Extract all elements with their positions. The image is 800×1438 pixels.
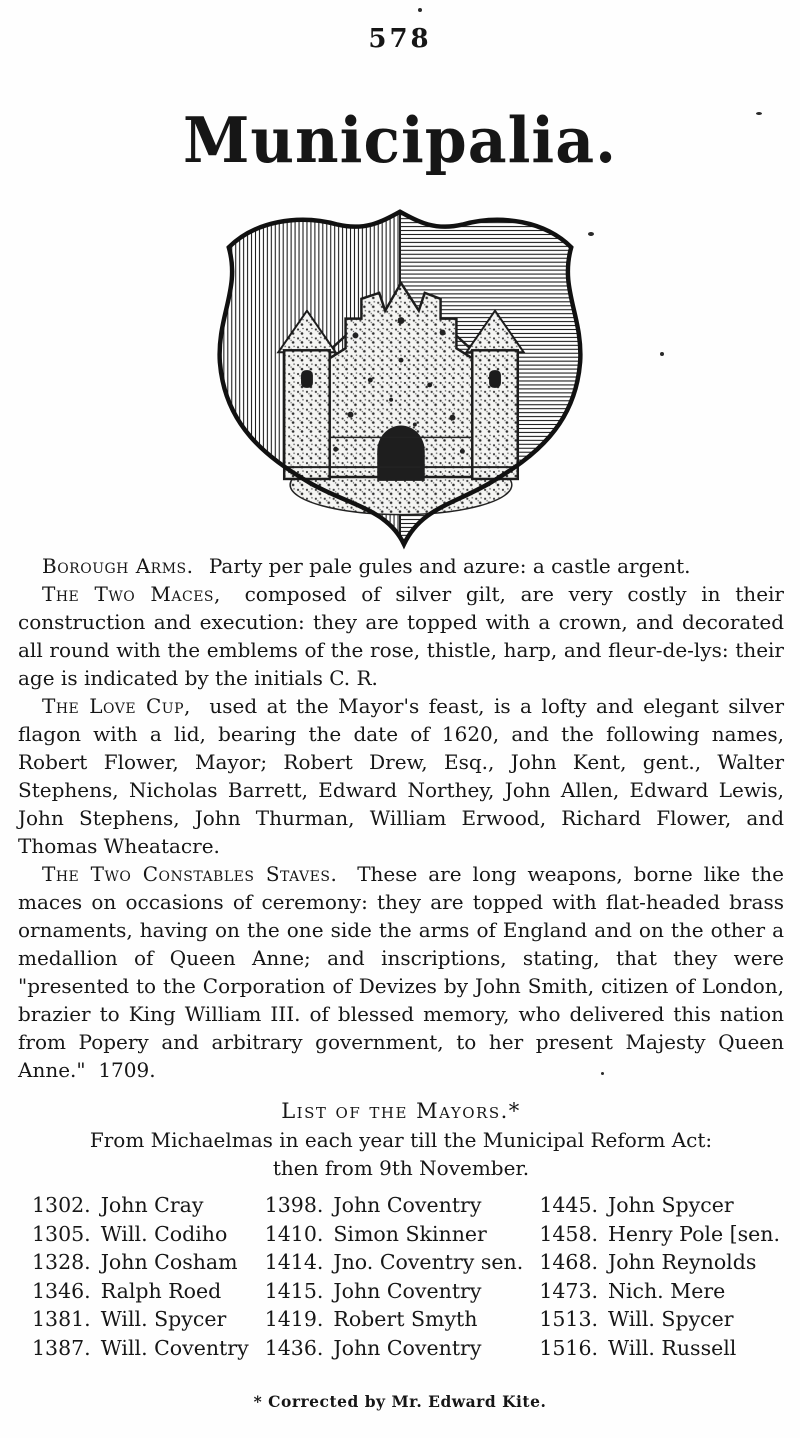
mayors-table <box>18 1191 784 1362</box>
mayor-name: Ralph Roed <box>100 1278 222 1303</box>
mayor-year: 1305. <box>32 1221 91 1246</box>
mayor-name: Jno. Coventry sen. <box>333 1250 524 1274</box>
mayor-row <box>32 1191 249 1220</box>
paragraph-constables-staves <box>18 860 784 1084</box>
paragraph-lead: The Two Constables Staves. <box>42 862 338 886</box>
mayor-name: Simon Skinner <box>333 1221 487 1246</box>
mayor-year: 1302. <box>32 1193 91 1217</box>
mayor-row <box>539 1191 780 1220</box>
mayor-name: Will. Coventry <box>100 1335 249 1360</box>
scan-speck <box>418 8 422 12</box>
mayor-row <box>265 1334 524 1363</box>
mayor-name: Will. Spycer <box>608 1307 734 1331</box>
mayor-row <box>539 1277 780 1306</box>
paragraph-text: used at the Mayor's feast, is a lofty and elegant silver flagon with a lid, bearing the date of 1620, and the following names, Robert Flower, Mayor; Robert Drew, Esq., John Kent, gent., Walter Stephens, Nicholas Barrett, Edward Northey, John Allen, Edward Lewis, John Stephens, John Thurman, William Erwood, Richard Flower, and Thomas Wheatacre. <box>18 694 784 858</box>
borough-arms-illustration <box>207 200 593 556</box>
mayors-list-heading: List of the Mayors.* <box>281 1099 521 1123</box>
mayor-year: 1513. <box>539 1307 598 1331</box>
scan-speck <box>660 352 664 356</box>
mayor-name: John Coventry <box>333 1193 482 1217</box>
mayor-year: 1445. <box>539 1193 598 1217</box>
mayor-year: 1458. <box>539 1221 598 1246</box>
page-title: Municipalia. <box>183 104 617 178</box>
scan-speck <box>756 112 762 115</box>
mayor-year: 1410. <box>264 1221 324 1246</box>
mayors-column-1 <box>32 1191 249 1362</box>
mayor-year: 1516. <box>539 1335 598 1360</box>
mayor-year: 1473. <box>539 1278 598 1303</box>
paragraph-borough-arms <box>18 552 784 580</box>
paragraph-text: These are long weapons, borne like the maces on occasions of ceremony: they are topped with flat-headed brass ornaments, having on the one side the arms of England and on the other a medallion of Queen Anne; and inscriptions, stating, that they were "presented to the Corporation of Devizes by John Smith, citizen of London, brazier to King William III. of blessed memory, who delivered this nation from Popery and arbitrary government, to her present Majesty Queen Anne." 1709. <box>18 862 784 1082</box>
mayor-year: 1419. <box>264 1307 324 1331</box>
mayor-name: Will. Russell <box>608 1335 737 1360</box>
paragraph-two-maces <box>18 580 784 692</box>
mayor-row <box>265 1220 524 1249</box>
mayor-name: Will. Spycer <box>100 1307 227 1331</box>
mayor-year: 1468. <box>539 1250 598 1274</box>
paragraph-text: composed of silver gilt, are very costly in their construction and execution: they are topped with a crown, and decorated all round with the emblems of the rose, thistle, harp, and fleur-de-lys: their age is indicated by the initials C. R. <box>18 582 784 690</box>
page-number: 578 <box>368 24 432 54</box>
mayor-row <box>265 1191 524 1220</box>
mayor-name: John Reynolds <box>608 1250 757 1274</box>
paragraph-lead: The Love Cup, <box>42 694 191 718</box>
footnote: * Corrected by Mr. Edward Kite. <box>253 1392 547 1411</box>
mayor-year: 1387. <box>32 1335 91 1360</box>
mayor-name: Henry Pole [sen. <box>608 1221 780 1246</box>
mayor-year: 1436. <box>264 1335 324 1360</box>
mayor-name: John Coventry <box>333 1278 482 1303</box>
mayor-year: 1346. <box>32 1278 91 1303</box>
mayor-year: 1381. <box>32 1307 91 1331</box>
mayor-row <box>265 1305 524 1334</box>
mayors-column-2 <box>265 1191 524 1362</box>
mayor-row <box>265 1248 524 1277</box>
mayor-name: Will. Codiho <box>100 1221 228 1246</box>
paragraph-lead: The Two Maces, <box>42 582 221 606</box>
mayor-row <box>32 1277 249 1306</box>
mayor-row <box>265 1277 524 1306</box>
body-text <box>18 552 784 1362</box>
mayor-name: John Cray <box>100 1193 204 1217</box>
mayor-row <box>32 1305 249 1334</box>
mayor-row <box>539 1220 780 1249</box>
mayor-year: 1415. <box>264 1278 324 1303</box>
paragraph-lead: Borough Arms. <box>42 554 194 578</box>
mayor-name: Nich. Mere <box>608 1278 726 1303</box>
mayor-row <box>32 1220 249 1249</box>
mayor-row <box>32 1248 249 1277</box>
mayor-year: 1414. <box>264 1250 324 1274</box>
shield-castle-engraving <box>207 200 593 556</box>
mayor-name: John Cosham <box>100 1250 238 1274</box>
paragraph-love-cup <box>18 692 784 860</box>
mayors-column-3 <box>539 1191 780 1362</box>
mayor-name: John Coventry <box>333 1335 482 1360</box>
mayor-row <box>539 1305 780 1334</box>
mayor-row <box>32 1334 249 1363</box>
mayor-row <box>539 1248 780 1277</box>
mayor-name: John Spycer <box>608 1193 734 1217</box>
mayor-name: Robert Smyth <box>333 1307 478 1331</box>
mayor-row <box>539 1334 780 1363</box>
mayor-year: 1328. <box>32 1250 91 1274</box>
mayor-year: 1398. <box>264 1193 324 1217</box>
mayors-list-subheading: From Michaelmas in each year till the Municipal Reform Act: then from 9th November. <box>89 1128 713 1180</box>
paragraph-text: Party per pale gules and azure: a castle argent. <box>208 554 691 578</box>
